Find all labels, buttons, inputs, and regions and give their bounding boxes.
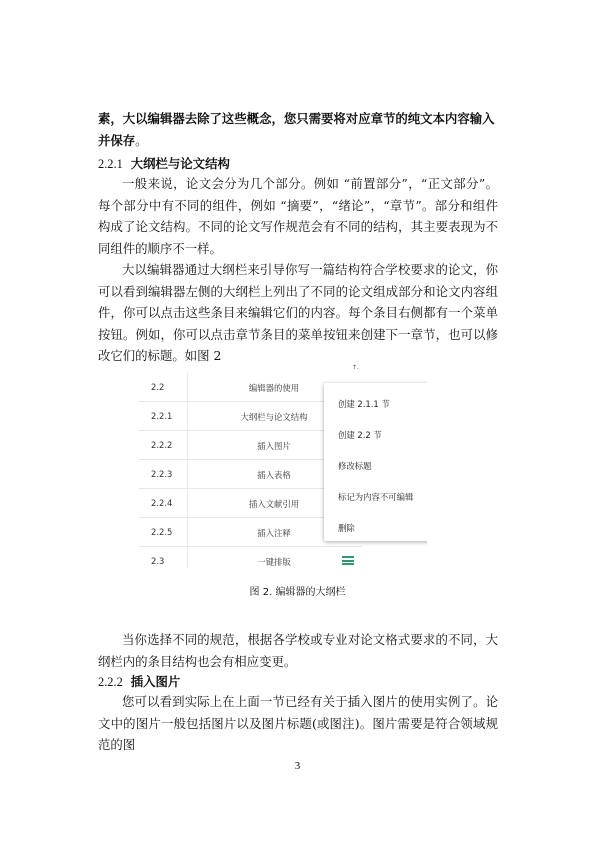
outline-row-number: 2.3 bbox=[151, 556, 165, 566]
menu-item-lock-content[interactable]: 标记为内容不可编辑 bbox=[338, 492, 414, 502]
paragraph-4: 您可以看到实际上在上面一节已经有关于插入图片的使用实例了。论文中的图片一般包括图片以及图片标题(或图注)。图片需要是符合领域规范的图 bbox=[98, 694, 498, 753]
outline-row-number: 2.2.5 bbox=[151, 527, 173, 537]
menu-item-delete[interactable]: 删除 bbox=[338, 523, 355, 533]
outline-row-number: 2.2.2 bbox=[151, 440, 173, 450]
page-number: 3 bbox=[294, 760, 301, 772]
list-icon[interactable] bbox=[342, 556, 354, 565]
intro-paragraph bbox=[98, 108, 498, 151]
outline-row-number: 2.2.3 bbox=[151, 469, 173, 479]
section-heading-2-2-2 bbox=[98, 673, 180, 691]
outline-row-title: 大纲栏与论文结构 bbox=[240, 412, 308, 422]
outline-row-number: 2.2 bbox=[151, 382, 165, 392]
intro-bold-text: 素，大以编辑器去除了这些概念，您只需要将对应章节的纯文本内容输入并 bbox=[98, 111, 495, 148]
paragraph-1: 一般来说，论文会分为几个部分。例如 “前置部分”，“正文部分”。每个部分中有不同的组件，例如 “摘要”，“绪论”，“章节”。部分和组件构成了论文结构。不同的论文写作规范会有不同的结构，其主要表现为不同组件的顺序不一样。 bbox=[98, 176, 498, 256]
paragraph-3: 当你选择不同的规范，根据各学校或专业对论文格式要求的不同，大纲栏内的条目结构也会有相应变更。 bbox=[98, 632, 498, 669]
outline-row-title: 插入表格 bbox=[257, 470, 291, 480]
context-menu bbox=[324, 383, 427, 541]
intro-bold-text-line2: 保存 bbox=[110, 132, 136, 148]
section-number: 2.2.2 bbox=[98, 675, 123, 689]
outline-row[interactable] bbox=[139, 547, 362, 568]
section-title: 大纲栏与论文结构 bbox=[130, 156, 230, 171]
outline-row-title: 插入图片 bbox=[257, 441, 291, 451]
paragraph-2: 大以编辑器通过大纲栏来引导你写一篇结构符合学校要求的论文，你可以看到编辑器左侧的大纲栏上列出了不同的论文组成部分和论文内容组件，你可以点击这些条目来编辑它们的内容。每个条目右侧都有一个菜单按钮。例如，你可以点击章节条目的菜单按钮来创建下一章节，也可以修改它们的标题。如图 2 bbox=[98, 262, 498, 364]
section-number: 2.2.1 bbox=[98, 157, 123, 171]
figure-caption: 图 2. 编辑器的大纲栏 bbox=[249, 587, 346, 598]
section-heading-2-2-1 bbox=[98, 155, 230, 173]
outline-row-title: 编辑器的使用 bbox=[248, 383, 300, 393]
cursor-mark: ↑. bbox=[352, 364, 359, 371]
outline-row-title: 插入文献引用 bbox=[248, 499, 300, 509]
outline-row-number: 2.2.1 bbox=[151, 411, 173, 421]
menu-item-create-chapter[interactable]: 创建 2.2 节 bbox=[338, 430, 382, 440]
outline-figure bbox=[139, 373, 427, 568]
intro-period: 。 bbox=[135, 132, 148, 148]
menu-item-create-section[interactable]: 创建 2.1.1 节 bbox=[338, 399, 390, 409]
outline-row-number: 2.2.4 bbox=[151, 498, 173, 508]
menu-item-rename[interactable]: 修改标题 bbox=[338, 461, 372, 471]
outline-row-title: 插入注释 bbox=[257, 528, 291, 538]
section-title: 插入图片 bbox=[130, 674, 181, 689]
outline-row-title: 一键排版 bbox=[257, 557, 291, 567]
